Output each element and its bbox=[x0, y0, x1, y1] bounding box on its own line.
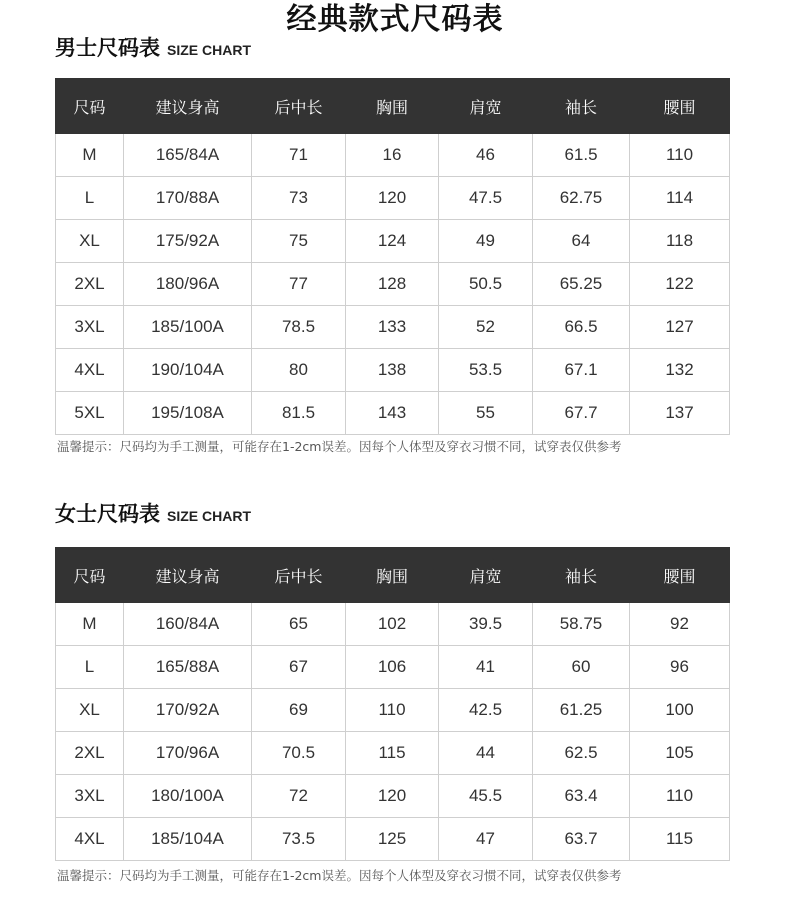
table-cell: 73.5 bbox=[252, 818, 346, 861]
table-cell: 118 bbox=[630, 220, 730, 263]
table-cell: 69 bbox=[252, 689, 346, 732]
table-row bbox=[56, 818, 730, 861]
table-cell: 122 bbox=[630, 263, 730, 306]
table-cell: 47.5 bbox=[439, 177, 533, 220]
table-cell: 62.5 bbox=[533, 732, 630, 775]
table-cell: 62.75 bbox=[533, 177, 630, 220]
table-cell: 72 bbox=[252, 775, 346, 818]
table-cell: 47 bbox=[439, 818, 533, 861]
table-cell: 128 bbox=[346, 263, 439, 306]
table-cell: 127 bbox=[630, 306, 730, 349]
men-size-table bbox=[55, 78, 730, 435]
table-cell: 63.7 bbox=[533, 818, 630, 861]
table-cell: 132 bbox=[630, 349, 730, 392]
table-cell: 115 bbox=[630, 818, 730, 861]
table-cell: L bbox=[56, 177, 124, 220]
column-header-height: 建议身高 bbox=[124, 79, 252, 134]
women-section-title: 女士尺码表 bbox=[55, 502, 160, 526]
table-cell: 102 bbox=[346, 603, 439, 646]
table-cell: 115 bbox=[346, 732, 439, 775]
table-cell: 96 bbox=[630, 646, 730, 689]
table-cell: 185/100A bbox=[124, 306, 252, 349]
column-header-sleeve: 袖长 bbox=[533, 548, 630, 603]
table-cell: 175/92A bbox=[124, 220, 252, 263]
column-header-height: 建议身高 bbox=[124, 548, 252, 603]
table-cell: 42.5 bbox=[439, 689, 533, 732]
women-size-table bbox=[55, 547, 730, 861]
table-cell: 2XL bbox=[56, 263, 124, 306]
table-cell: 3XL bbox=[56, 306, 124, 349]
table-cell: M bbox=[56, 134, 124, 177]
table-cell: 73 bbox=[252, 177, 346, 220]
table-cell: 44 bbox=[439, 732, 533, 775]
table-cell: 67.7 bbox=[533, 392, 630, 435]
table-cell: 170/96A bbox=[124, 732, 252, 775]
table-cell: 45.5 bbox=[439, 775, 533, 818]
column-header-waist: 腰围 bbox=[630, 79, 730, 134]
table-cell: 3XL bbox=[56, 775, 124, 818]
table-cell: 80 bbox=[252, 349, 346, 392]
table-cell: 92 bbox=[630, 603, 730, 646]
table-cell: 61.5 bbox=[533, 134, 630, 177]
table-cell: 58.75 bbox=[533, 603, 630, 646]
table-cell: 185/104A bbox=[124, 818, 252, 861]
column-header-size: 尺码 bbox=[56, 79, 124, 134]
men-section-heading bbox=[55, 32, 251, 62]
column-header-chest: 胸围 bbox=[346, 79, 439, 134]
table-cell: 180/100A bbox=[124, 775, 252, 818]
table-cell: 100 bbox=[630, 689, 730, 732]
table-cell: 41 bbox=[439, 646, 533, 689]
women-section-heading bbox=[55, 498, 251, 528]
table-cell: 75 bbox=[252, 220, 346, 263]
table-row bbox=[56, 732, 730, 775]
column-header-shoulder: 肩宽 bbox=[439, 79, 533, 134]
table-cell: 77 bbox=[252, 263, 346, 306]
table-cell: 2XL bbox=[56, 732, 124, 775]
table-row bbox=[56, 263, 730, 306]
table-cell: L bbox=[56, 646, 124, 689]
table-cell: 5XL bbox=[56, 392, 124, 435]
table-row bbox=[56, 392, 730, 435]
table-row bbox=[56, 134, 730, 177]
column-header-waist: 腰围 bbox=[630, 548, 730, 603]
table-cell: 125 bbox=[346, 818, 439, 861]
column-header-shoulder: 肩宽 bbox=[439, 548, 533, 603]
table-cell: 60 bbox=[533, 646, 630, 689]
table-cell: 143 bbox=[346, 392, 439, 435]
table-cell: 120 bbox=[346, 177, 439, 220]
table-cell: 66.5 bbox=[533, 306, 630, 349]
table-row bbox=[56, 689, 730, 732]
table-cell: 165/84A bbox=[124, 134, 252, 177]
table-cell: M bbox=[56, 603, 124, 646]
table-cell: 16 bbox=[346, 134, 439, 177]
table-cell: 67 bbox=[252, 646, 346, 689]
table-cell: 114 bbox=[630, 177, 730, 220]
column-header-sleeve: 袖长 bbox=[533, 79, 630, 134]
table-row bbox=[56, 220, 730, 263]
column-header-chest: 胸围 bbox=[346, 548, 439, 603]
table-row bbox=[56, 306, 730, 349]
women-section-subtitle: SIZE CHART bbox=[167, 508, 251, 524]
men-section-title: 男士尺码表 bbox=[55, 36, 160, 60]
table-row bbox=[56, 603, 730, 646]
table-cell: 53.5 bbox=[439, 349, 533, 392]
table-cell: 120 bbox=[346, 775, 439, 818]
table-cell: 190/104A bbox=[124, 349, 252, 392]
table-header-row bbox=[56, 548, 730, 603]
table-cell: 110 bbox=[346, 689, 439, 732]
table-row bbox=[56, 177, 730, 220]
table-cell: 106 bbox=[346, 646, 439, 689]
table-cell: 81.5 bbox=[252, 392, 346, 435]
table-cell: 138 bbox=[346, 349, 439, 392]
table-cell: 71 bbox=[252, 134, 346, 177]
table-cell: 65 bbox=[252, 603, 346, 646]
men-measurement-note: 温馨提示：尺码均为手工测量，可能存在1-2cm误差。因每个人体型及穿衣习惯不同，试穿表仅供参考 bbox=[57, 439, 622, 454]
table-cell: 137 bbox=[630, 392, 730, 435]
table-cell: 170/92A bbox=[124, 689, 252, 732]
column-header-back-length: 后中长 bbox=[252, 548, 346, 603]
table-cell: 4XL bbox=[56, 818, 124, 861]
table-cell: 65.25 bbox=[533, 263, 630, 306]
table-header-row bbox=[56, 79, 730, 134]
women-measurement-note: 温馨提示：尺码均为手工测量，可能存在1-2cm误差。因每个人体型及穿衣习惯不同，试穿表仅供参考 bbox=[57, 868, 622, 883]
table-cell: 46 bbox=[439, 134, 533, 177]
table-cell: 39.5 bbox=[439, 603, 533, 646]
table-cell: 170/88A bbox=[124, 177, 252, 220]
table-cell: 52 bbox=[439, 306, 533, 349]
table-cell: 180/96A bbox=[124, 263, 252, 306]
table-cell: 133 bbox=[346, 306, 439, 349]
table-cell: 49 bbox=[439, 220, 533, 263]
table-cell: 110 bbox=[630, 775, 730, 818]
table-cell: 63.4 bbox=[533, 775, 630, 818]
men-section-subtitle: SIZE CHART bbox=[167, 42, 251, 58]
page-title: 经典款式尺码表 bbox=[286, 2, 504, 37]
table-cell: 67.1 bbox=[533, 349, 630, 392]
table-cell: 124 bbox=[346, 220, 439, 263]
table-cell: 195/108A bbox=[124, 392, 252, 435]
table-cell: 110 bbox=[630, 134, 730, 177]
table-cell: 61.25 bbox=[533, 689, 630, 732]
table-cell: XL bbox=[56, 689, 124, 732]
table-cell: 64 bbox=[533, 220, 630, 263]
column-header-back-length: 后中长 bbox=[252, 79, 346, 134]
table-cell: 4XL bbox=[56, 349, 124, 392]
table-cell: 165/88A bbox=[124, 646, 252, 689]
table-row bbox=[56, 775, 730, 818]
table-row bbox=[56, 349, 730, 392]
table-row bbox=[56, 646, 730, 689]
table-cell: 55 bbox=[439, 392, 533, 435]
table-cell: 70.5 bbox=[252, 732, 346, 775]
column-header-size: 尺码 bbox=[56, 548, 124, 603]
table-cell: 78.5 bbox=[252, 306, 346, 349]
table-cell: 105 bbox=[630, 732, 730, 775]
table-cell: 160/84A bbox=[124, 603, 252, 646]
table-cell: XL bbox=[56, 220, 124, 263]
table-cell: 50.5 bbox=[439, 263, 533, 306]
